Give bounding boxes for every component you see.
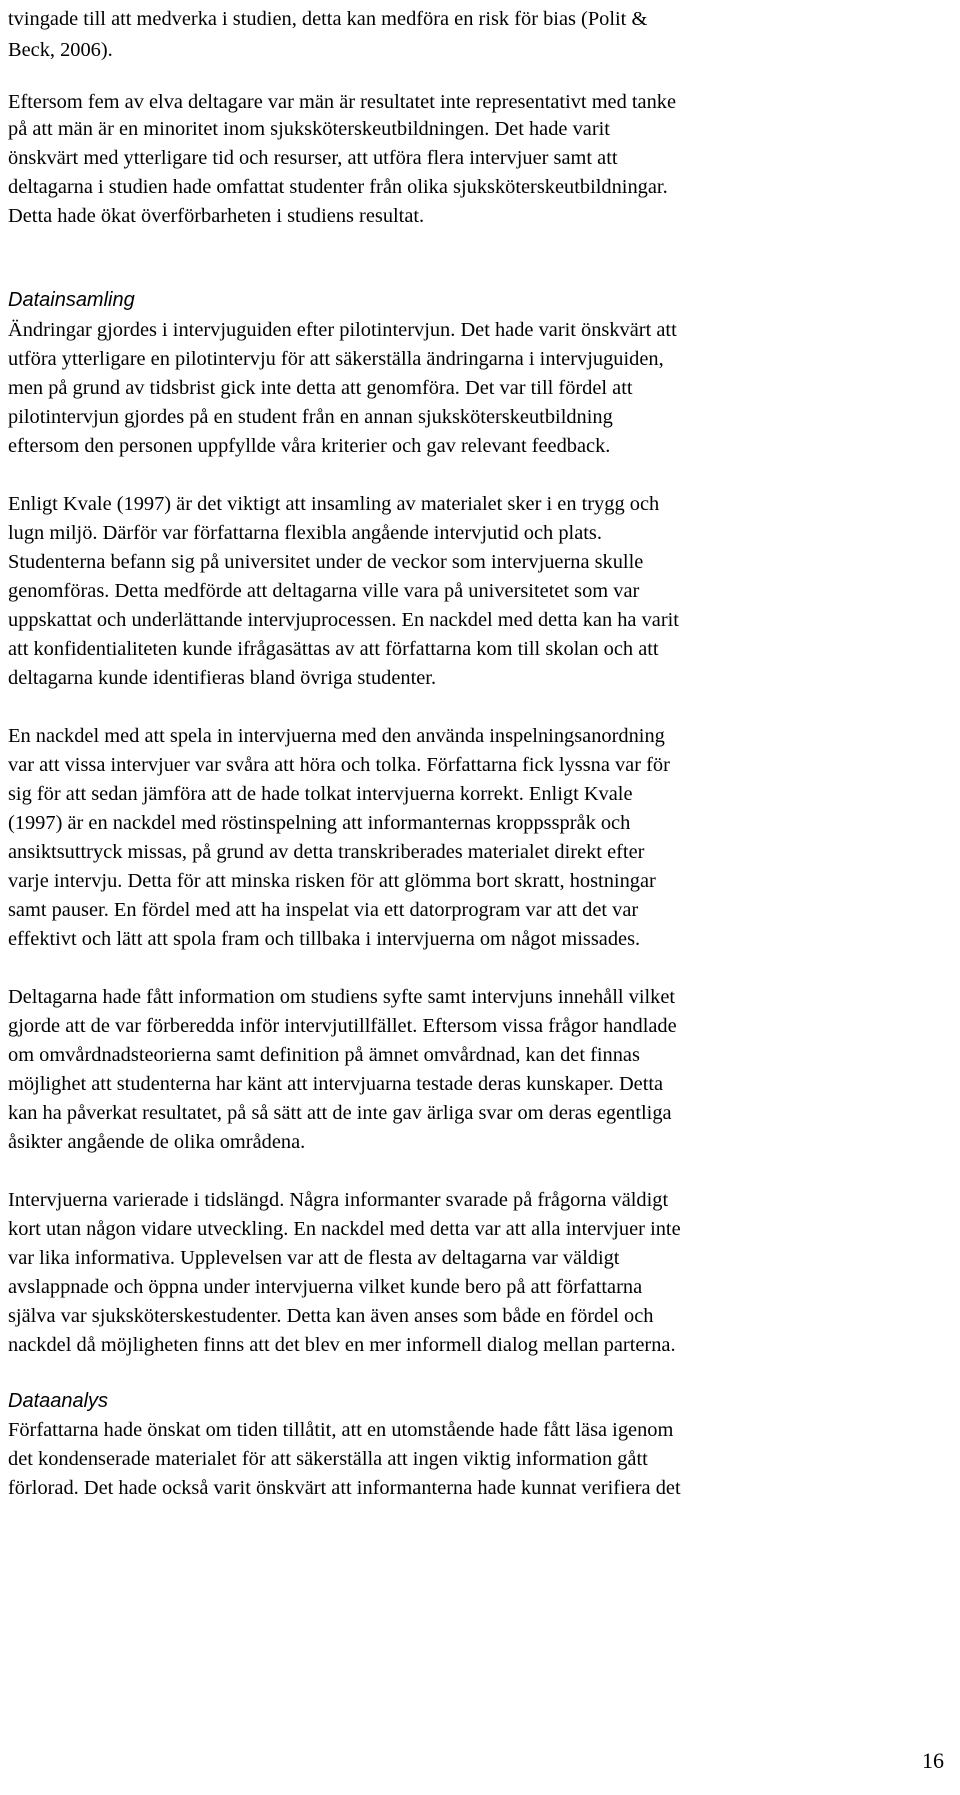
section-heading-dataanalys: Dataanalys [8,1390,109,1412]
text-line: var lika informativa. Upplevelsen var att de flesta av deltagarna var väldigt [8,1247,620,1269]
section-heading-datainsamling: Datainsamling [8,289,135,311]
text-line: var att vissa intervjuer var svåra att höra och tolka. Författarna fick lyssna var för [8,754,670,776]
text-line: om omvårdnadsteorierna samt definition på ämnet omvårdnad, kan det finnas [8,1044,640,1066]
text-line: (1997) är en nackdel med röstinspelning att informanternas kroppsspråk och [8,812,631,834]
text-line: Studenterna befann sig på universitet under de veckor som intervjuerna skulle [8,551,644,573]
text-line: pilotintervjun gjordes på en student från en annan sjuksköterskeutbildning [8,406,613,428]
text-line: tvingade till att medverka i studien, detta kan medföra en risk för bias (Polit & [8,8,648,30]
text-line: sig för att sedan jämföra att de hade tolkat intervjuerna korrekt. Enligt Kvale [8,783,633,805]
text-line: deltagarna kunde identifieras bland övriga studenter. [8,667,437,689]
text-line: Beck, 2006). [8,39,113,61]
text-line: men på grund av tidsbrist gick inte detta att genomföra. Det var till fördel att [8,377,633,399]
text-line: effektivt och lätt att spola fram och tillbaka i intervjuerna om något missades. [8,928,641,950]
text-line: Enligt Kvale (1997) är det viktigt att insamling av materialet sker i en trygg och [8,493,660,515]
text-line: En nackdel med att spela in intervjuerna med den använda inspelningsanordning [8,725,665,747]
text-line: Eftersom fem av elva deltagare var män är resultatet inte representativt med tanke [8,91,677,113]
text-line: uppskattat och underlättande intervjuprocessen. En nackdel med detta kan ha varit [8,609,679,631]
text-line: önskvärt med ytterligare tid och resurser, att utföra flera intervjuer samt att [8,147,618,169]
text-line: utföra ytterligare en pilotintervju för att säkerställa ändringarna i intervjuguiden, [8,348,664,370]
text-line: förlorad. Det hade också varit önskvärt att informanterna hade kunnat verifiera det [8,1477,681,1499]
text-line: Detta hade ökat överförbarheten i studiens resultat. [8,205,425,227]
text-line: deltagarna i studien hade omfattat studenter från olika sjuksköterskeutbildningar. [8,176,668,198]
text-line: möjlighet att studenterna har känt att intervjuarna testade deras kunskaper. Detta [8,1073,664,1095]
text-line: Författarna hade önskat om tiden tillåtit, att en utomstående hade fått läsa igenom [8,1419,674,1441]
text-line: kort utan någon vidare utveckling. En nackdel med detta var att alla intervjuer inte [8,1218,681,1240]
text-line: åsikter angående de olika områdena. [8,1131,306,1153]
text-line: gjorde att de var förberedda inför intervjutillfället. Eftersom vissa frågor handlade [8,1015,677,1037]
text-line: själva var sjuksköterskestudenter. Detta kan även anses som både en fördel och [8,1305,654,1327]
text-line: nackdel då möjligheten finns att det blev en mer informell dialog mellan parterna. [8,1334,676,1356]
text-line: lugn miljö. Därför var författarna flexibla angående intervjutid och plats. [8,522,602,544]
text-line: Intervjuerna varierade i tidslängd. Några informanter svarade på frågorna väldigt [8,1189,669,1211]
text-line: på att män är en minoritet inom sjuksköterskeutbildningen. Det hade varit [8,118,610,140]
page-number: 16 [922,1748,944,1773]
text-line: samt pauser. En fördel med att ha inspelat via ett datorprogram var att det var [8,899,639,921]
text-line: eftersom den personen uppfyllde våra kriterier och gav relevant feedback. [8,435,611,457]
text-line: kan ha påverkat resultatet, på så sätt att de inte gav ärliga svar om deras egentliga [8,1102,672,1124]
text-line: varje intervju. Detta för att minska risken för att glömma bort skratt, hostningar [8,870,656,892]
text-line: det kondenserade materialet för att säkerställa att ingen viktig information gått [8,1448,648,1470]
text-line: ansiktsuttryck missas, på grund av detta transkriberades materialet direkt efter [8,841,645,863]
text-line: avslappnade och öppna under intervjuerna vilket kunde bero på att författarna [8,1276,643,1298]
text-line: Ändringar gjordes i intervjuguiden efter pilotintervjun. Det hade varit önskvärt att [8,319,677,341]
text-line: att konfidentialiteten kunde ifrågasättas av att författarna kom till skolan och att [8,638,659,660]
text-line: genomföras. Detta medförde att deltagarna ville vara på universitetet som var [8,580,640,602]
text-line: Deltagarna hade fått information om studiens syfte samt intervjuns innehåll vilket [8,986,676,1008]
